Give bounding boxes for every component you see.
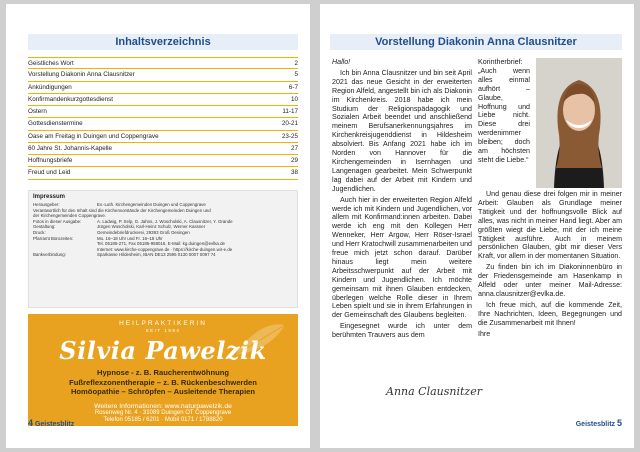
ad-address: Rosenweg Nr. 4 · 31089 Duingen OT Coppengrave xyxy=(94,409,232,416)
bible-quote: Korintherbrief: „Auch wenn alles einmal aufhört – Glaube, Hoffnung und Liebe nicht. Diese drei werdenimmer bleiben; doch am höchsten steht die Liebe.“ xyxy=(478,58,530,164)
toc-entry-page: 2 xyxy=(294,60,298,67)
toc-entry-page: 6-7 xyxy=(288,83,298,91)
ad-line: Fußreflexzonentherapie – z. B. Rückenbeschwerden xyxy=(69,377,257,387)
impressum-value: A. Ladwig, P. Selp, G. Jahns, J. Woscholski, A. Clausnitzer, Y. Grande xyxy=(97,218,233,224)
ad-phone: Telefon 05185 / 6201 · Mobil 0171 / 1788820 xyxy=(103,417,223,424)
paragraph: Und genau diese drei folgen mir in meiner Arbeit: Glauben als Grundlage meiner Tätigkeit und der hoffnungsvolle Blick auf alles, was nicht in meiner Hand liegt. Aber am größten wiegt die Liebe, mit der ich meine Tätigkeit ausführe. Auch in meinem persönlichen Glauben, gibt mir dieser Vers Kraft, vor allem in der momentanen Situation. xyxy=(478,190,622,261)
paragraph: Eingesegnet wurde ich unter dem berühmten Trauvers aus dem xyxy=(332,322,472,340)
signature: Anna Clausnitzer xyxy=(386,385,482,398)
impressum-label: Gestaltung: xyxy=(33,224,56,230)
impressum-label: Herausgeber: xyxy=(33,202,60,207)
impressum-note: Verantwortlich für den Inhalt sind die Kirchenvorstände der Kirchengemeinden Duingen und xyxy=(33,207,211,213)
impressum-value: Mo. 16–18 Uhr und Fr. 16–18 Uhr xyxy=(97,235,163,241)
toc-entry-label: Geistliches Wort xyxy=(28,60,74,67)
ad-name: Silvia Pawelzik xyxy=(59,336,267,365)
advertisement xyxy=(28,314,298,426)
right-footer xyxy=(576,418,622,428)
toc-entry-label: Gottesdienstermine xyxy=(28,120,83,128)
page-number: 4 xyxy=(28,418,34,428)
impressum-note: der Kirchengemeinden Coppengrave. xyxy=(33,213,106,219)
toc-title: Inhaltsverzeichnis xyxy=(28,34,298,50)
impressum-label: Druck: xyxy=(33,229,46,235)
impressum-label: Pfarramt Bürozeiten: xyxy=(33,235,74,241)
portrait-photo xyxy=(536,58,622,188)
greeting: Hallo! xyxy=(332,58,351,66)
toc-entry[interactable] xyxy=(28,167,298,179)
toc-entry-page: 11-17 xyxy=(282,108,298,115)
impressum-row xyxy=(33,202,293,208)
left-footer xyxy=(28,418,74,428)
toc-entry-label: Freud und Leid xyxy=(28,169,71,177)
toc-entry-label: Ankündigungen xyxy=(28,83,72,91)
ad-year: SEIT 1994 xyxy=(145,328,181,333)
leaf-icon xyxy=(230,320,290,360)
toc-entry-label: Vorstellung Diakonin Anna Clausnitzer xyxy=(28,71,135,79)
right-page xyxy=(320,4,634,448)
toc-entry-label: Konfirmandenkurzgottesdienst xyxy=(28,95,114,103)
toc-entry-label: Ostern xyxy=(28,108,47,115)
toc-entry-page: 20-21 xyxy=(281,120,298,128)
toc-entry[interactable] xyxy=(28,155,298,167)
toc-entry-label: Oase am Freitag in Duingen und Coppengrave xyxy=(28,132,159,140)
impressum-value: Gemeindebriefdruckerei, 29393 Groß Oesingen xyxy=(97,229,190,235)
article-title: Vorstellung Diakonin Anna Clausnitzer xyxy=(330,34,622,50)
paragraph: Ich bin Anna Clausnitzer und bin seit April 2021 das neue Gesicht in der erweiterten Region Alfeld, angestellt bin ich als Diakonin im Kirchenkreis. 2018 habe ich mein Studium der Religionspädagogik und Sozialen Arbeit beendet und anschließend meinem Berufsanerkennungsjahres im Kirchenkreisjugenddienst in Hildesheim absolviert. Bis Anfang 2021 habe ich im Norden von Hannover für die Kirchengemeinden in Isernhagen und Langenagen gearbeitet. Mein Schwerpunkt lag dabei auf der Arbeit mit Kindern und Jugendlichen. xyxy=(332,68,472,193)
impressum-title: Impressum xyxy=(33,194,66,200)
paragraph: Zu finden bin ich im Diakoninnenbüro in der Friedensgemeinde am Hasenkamp in Alfeld oder unter meiner Mail-Adresse: anna.clausnitzer@evlka.de. xyxy=(478,263,622,298)
toc-entry-page: 38 xyxy=(290,169,298,177)
toc-entry[interactable] xyxy=(28,106,298,118)
toc-entry[interactable] xyxy=(28,143,298,155)
toc-entry-page: 5 xyxy=(294,71,298,79)
article-column-right-text xyxy=(478,190,622,339)
toc-entry[interactable] xyxy=(28,118,298,130)
toc-entry-page: 29 xyxy=(290,157,298,164)
page-number: 5 xyxy=(616,418,622,428)
toc-entry-label: Hoffnungsbriefe xyxy=(28,157,73,164)
toc-entry[interactable] xyxy=(28,57,298,69)
toc-entry-page: 27 xyxy=(290,144,298,152)
person-portrait-icon xyxy=(536,58,622,188)
impressum-value: Jürgen Woscholski, Karl-Heinz Schulz, Werner Kassner xyxy=(97,224,206,230)
impressum-value: Sparkasse Hildesheim, IBAN DE13 2595 0130 0007 0097 74 xyxy=(97,252,216,258)
impressum-value: Ev.-Luth. Kirchengemeinden Duingen und Coppengrave xyxy=(97,202,206,207)
paragraph: Ich freue mich, auf die kommende Zeit, Ihre Nachrichten, Ideen, Begegnungen und die Zusammenarbeit mit Ihnen! xyxy=(478,300,622,327)
ad-line: Homöopathie – Schröpfen – Ausleitende Therapien xyxy=(70,387,256,397)
toc-entry[interactable] xyxy=(28,69,298,81)
impressum-label: Fotos in dieser Ausgabe: xyxy=(33,218,82,224)
toc-entry-page: 23-25 xyxy=(281,132,298,140)
toc-entry[interactable] xyxy=(28,131,298,143)
footer-label: Geistesblitz xyxy=(34,421,75,428)
ad-kicker: HEILPRAKTIKERIN xyxy=(119,320,207,327)
paragraph: Auch hier in der erweiterten Region Alfeld werde ich mit Kindern und Jugendlichen, vor allem mit Konfirmand:innen arbeiten. Dabei werde ich eng mit den Kollegen Herr Wenneker, Herr Argow, Herr Röser-Israel und Herr Kratochwill zusammenarbeiten und freue mich jetzt schon darauf. Darüber hinaus liegt mein weitere Arbeitsschwerpunkt auf der Arbeit mit Kindern und Jugendlichen. Ich möchte gemeinsam mit ihnen Glauben entdecken, überlegen welche Rolle dieser in Ihrem Leben spielt und sie in ihrem Erfahrungen in der Gemeinschaft des Glaubens begleiten. xyxy=(332,195,472,320)
impressum-label: Bankverbindung: xyxy=(33,252,66,258)
signoff: Ihre xyxy=(478,329,491,338)
impressum-row xyxy=(33,252,293,258)
toc-entry-label: 60 Jahre St. Johannis-Kapelle xyxy=(28,144,113,152)
impressum-value: Internet: www.kirche-coppengrave.de · https://kirche-duingen.wir-e.de xyxy=(97,246,233,252)
ad-line: Hypnose - z. B. Raucherentwöhnung xyxy=(96,368,230,377)
toc-entry-page: 10 xyxy=(290,95,298,103)
left-page xyxy=(6,4,310,448)
toc-entry[interactable] xyxy=(28,94,298,106)
footer-label: Geistesblitz xyxy=(575,421,616,428)
article-column-left xyxy=(332,58,472,342)
toc-entry[interactable] xyxy=(28,82,298,94)
impressum-value: Tel. 05185-271, Fax 05185-958016, E-Mail: kg.duingen@evlka.de xyxy=(97,241,225,247)
ad-info-title[interactable]: Weitere Informationen: www.naturpawelzik.de xyxy=(94,402,232,410)
table-of-contents xyxy=(28,57,298,180)
article-body xyxy=(332,58,622,418)
impressum-box xyxy=(28,190,298,308)
